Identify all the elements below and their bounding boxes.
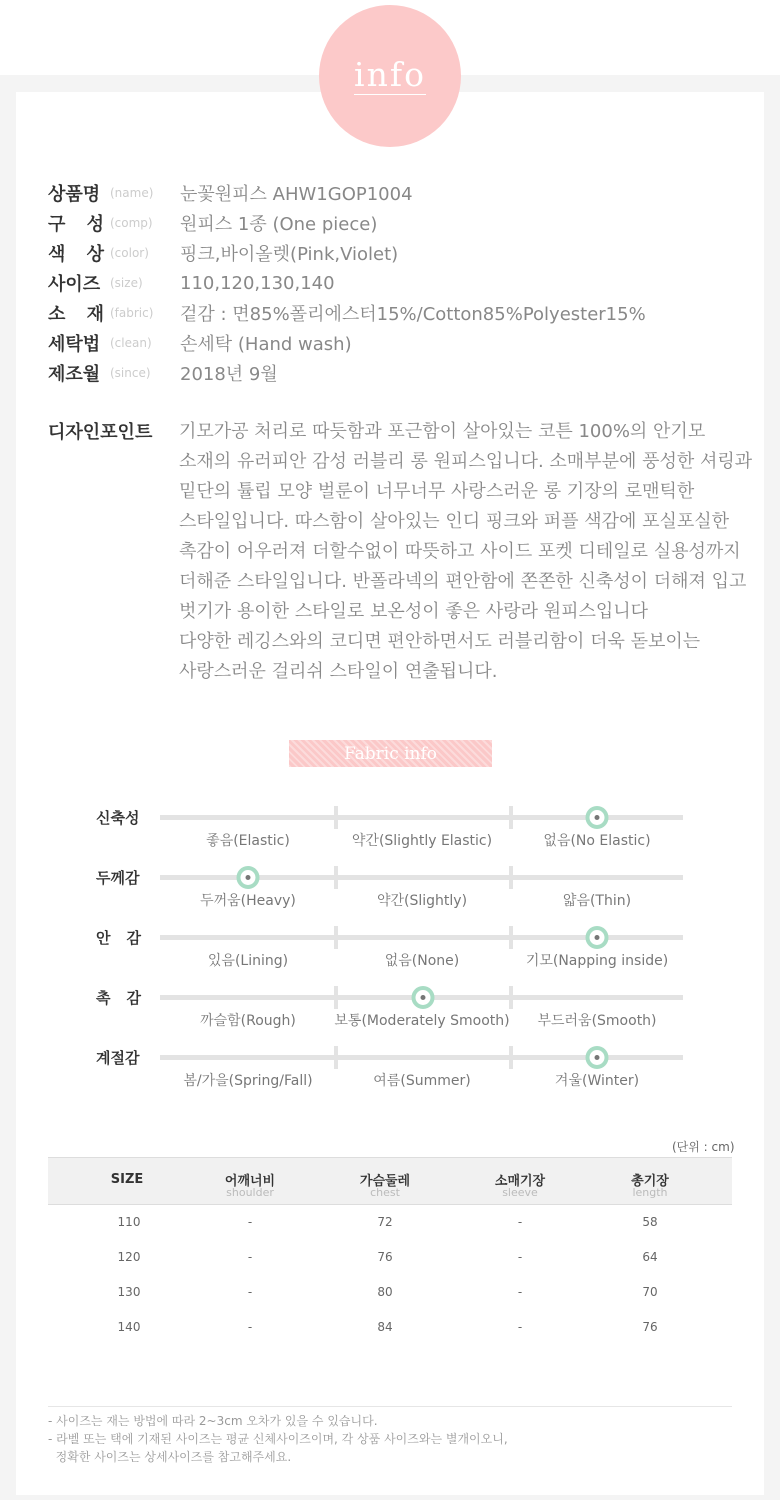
spec-label-en: (since)	[110, 366, 151, 380]
fabric-row-label: 두께감	[96, 869, 140, 887]
scale-divider	[509, 806, 513, 829]
fabric-option-label: 약간(Slightly Elastic)	[351, 833, 493, 849]
header-size: SIZE	[110, 1172, 144, 1187]
fabric-option-label: 봄/가을(Spring/Fall)	[183, 1073, 313, 1089]
design-line: 사랑스러운 걸리쉬 스타일이 연출됩니다.	[179, 661, 498, 682]
fabric-row-label: 안 감	[96, 929, 141, 947]
spec-value: 110,120,130,140	[180, 272, 335, 294]
spec-row-comp	[48, 208, 646, 238]
header-shoulder-en: shoulder	[226, 1186, 274, 1199]
spec-label: 세탁법	[48, 334, 101, 355]
fabric-option-label: 없음(None)	[384, 953, 460, 969]
fabric-option-label: 여름(Summer)	[373, 1073, 471, 1089]
spec-value: 원피스 1종 (One piece)	[180, 214, 378, 235]
cell-chest: 84	[377, 1320, 393, 1334]
scale-divider	[509, 926, 513, 949]
cell-size: 120	[117, 1250, 141, 1264]
spec-label-en: (name)	[110, 186, 154, 200]
spec-label-en: (clean)	[110, 336, 152, 350]
fabric-selected-marker	[586, 926, 609, 949]
info-badge	[319, 5, 461, 147]
fabric-selected-marker	[411, 986, 434, 1009]
spec-value: 손세탁 (Hand wash)	[180, 334, 352, 355]
header-length: 총기장	[631, 1174, 669, 1189]
design-line: 다양한 레깅스와의 코디면 편안하면서도 러블리함이 더욱 돋보이는	[179, 631, 701, 652]
cell-chest: 80	[377, 1285, 393, 1299]
fabric-row	[0, 869, 780, 935]
design-line: 기모가공 처리로 따듯함과 포근함이 살아있는 코튼 100%의 안기모	[179, 421, 706, 442]
cell-length: 70	[642, 1285, 658, 1299]
fabric-selected-marker	[237, 866, 260, 889]
spec-row-since	[48, 358, 646, 388]
size-unit: (단위 : cm)	[672, 1140, 735, 1154]
fabric-option-label: 얇음(Thin)	[562, 893, 632, 909]
size-table	[48, 1157, 732, 1345]
cell-length: 58	[642, 1215, 658, 1229]
fabric-row-label: 신축성	[96, 809, 140, 827]
scale-divider	[334, 806, 338, 829]
cell-shoulder: -	[247, 1250, 253, 1264]
cell-shoulder: -	[247, 1215, 253, 1229]
scale-divider	[334, 1046, 338, 1069]
spec-label: 상품명	[48, 184, 101, 205]
header-chest-en: chest	[370, 1186, 400, 1199]
spec-value: 2018년 9월	[180, 364, 278, 385]
note-line: - 사이즈는 재는 방법에 따라 2~3cm 오차가 있을 수 있습니다.	[48, 1414, 378, 1428]
info-badge-label: info	[354, 54, 426, 94]
cell-sleeve: -	[517, 1215, 523, 1229]
spec-label-en: (size)	[110, 276, 143, 290]
cell-length: 64	[642, 1250, 658, 1264]
design-line: 스타일입니다. 따스함이 살아있는 인디 핑크와 퍼플 색감에 포실포실한	[179, 511, 730, 532]
spec-row-size	[48, 268, 646, 298]
note-line: - 라벨 또는 택에 기재된 사이즈는 평균 신체사이즈이며, 각 상품 사이즈와는 별개이오니,	[48, 1432, 508, 1446]
design-line: 촉감이 어우러져 더할수없이 따뜻하고 사이드 포켓 디테일로 실용성까지	[179, 541, 741, 562]
note-line: 정확한 사이즈는 상세사이즈를 참고해주세요.	[48, 1450, 292, 1464]
cell-shoulder: -	[247, 1320, 253, 1334]
scale-divider	[334, 986, 338, 1009]
fabric-option-label: 보통(Moderately Smooth)	[334, 1013, 510, 1029]
fabric-scale-track	[160, 875, 683, 909]
size-table-header	[48, 1157, 732, 1205]
fabric-info-banner	[289, 740, 492, 767]
cell-shoulder: -	[247, 1285, 253, 1299]
spec-row-name	[48, 178, 646, 208]
design-point-text	[179, 417, 779, 687]
fabric-option-label: 기모(Napping inside)	[525, 953, 669, 969]
fabric-info-title: Fabric info	[343, 743, 438, 764]
table-row	[48, 1205, 732, 1240]
spec-row-fabric	[48, 298, 646, 328]
fabric-option-label: 없음(No Elastic)	[543, 833, 651, 849]
scale-divider	[509, 986, 513, 1009]
spec-label: 제조월	[48, 364, 101, 385]
spec-value: 겉감 : 면85%폴리에스터15%/Cotton85%Polyester15%	[180, 304, 646, 325]
fabric-row	[0, 1049, 780, 1115]
fabric-selected-marker	[586, 1046, 609, 1069]
cell-size: 130	[117, 1285, 141, 1299]
fabric-selected-marker	[586, 806, 609, 829]
cell-sleeve: -	[517, 1320, 523, 1334]
spec-label: 소 재	[48, 304, 104, 325]
cell-chest: 72	[377, 1215, 393, 1229]
fabric-scale-track	[160, 815, 683, 849]
table-row	[48, 1310, 732, 1345]
scale-divider	[509, 1046, 513, 1069]
header-sleeve-en: sleeve	[502, 1186, 538, 1199]
fabric-option-label: 겨울(Winter)	[554, 1073, 640, 1089]
design-line: 밑단의 튤립 모양 벌룬이 너무너무 사랑스러운 롱 기장의 로맨틱한	[179, 481, 695, 502]
fabric-option-label: 까슬함(Rough)	[200, 1013, 296, 1029]
header-length-en: length	[632, 1186, 668, 1199]
fabric-option-label: 부드러움(Smooth)	[537, 1013, 657, 1029]
cell-sleeve: -	[517, 1250, 523, 1264]
design-point-title: 디자인포인트	[48, 422, 153, 443]
spec-label-en: (color)	[110, 246, 149, 260]
header-shoulder: 어깨너비	[224, 1174, 276, 1189]
fabric-option-label: 있음(Lining)	[207, 953, 289, 969]
spec-list	[48, 178, 646, 388]
fabric-option-label: 좋음(Elastic)	[206, 833, 290, 849]
fabric-row	[0, 989, 780, 1055]
notes-divider	[48, 1406, 732, 1407]
design-line: 소재의 유러피안 감성 러블리 롱 원피스입니다. 소매부분에 풍성한 셔링과	[179, 451, 753, 472]
fabric-row	[0, 809, 780, 875]
cell-chest: 76	[377, 1250, 393, 1264]
spec-row-clean	[48, 328, 646, 358]
spec-label-en: (fabric)	[110, 306, 154, 320]
spec-label: 색 상	[48, 244, 104, 265]
fabric-option-label: 두꺼움(Heavy)	[200, 893, 296, 909]
table-row	[48, 1275, 732, 1310]
spec-label-en: (comp)	[110, 216, 153, 230]
header-chest: 가슴둘레	[359, 1174, 411, 1189]
scale-divider	[509, 866, 513, 889]
fabric-option-label: 약간(Slightly)	[376, 893, 468, 909]
header-sleeve: 소매기장	[494, 1174, 546, 1189]
fabric-scale-track	[160, 935, 683, 969]
spec-row-color	[48, 238, 646, 268]
scale-divider	[334, 926, 338, 949]
scale-divider	[334, 866, 338, 889]
design-line: 더해준 스타일입니다. 반폴라넥의 편안함에 쫀쫀한 신축성이 더해져 입고	[179, 571, 747, 592]
spec-label: 사이즈	[48, 274, 101, 295]
fabric-row	[0, 929, 780, 995]
spec-value: 눈꽃원피스 AHW1GOP1004	[180, 184, 413, 205]
cell-size: 110	[117, 1215, 141, 1229]
cell-length: 76	[642, 1320, 658, 1334]
fabric-row-label: 계절감	[96, 1049, 140, 1067]
fabric-scale-track	[160, 1055, 683, 1089]
fabric-scale-track	[160, 995, 683, 1029]
spec-label: 구 성	[48, 214, 104, 235]
size-notes	[48, 1412, 508, 1466]
fabric-row-label: 촉 감	[96, 989, 141, 1007]
cell-size: 140	[117, 1320, 141, 1334]
cell-sleeve: -	[517, 1285, 523, 1299]
table-row	[48, 1240, 732, 1275]
design-line: 벗기가 용이한 스타일로 보온성이 좋은 사랑라 원피스입니다	[179, 601, 649, 622]
spec-value: 핑크,바이올렛(Pink,Violet)	[180, 244, 399, 265]
